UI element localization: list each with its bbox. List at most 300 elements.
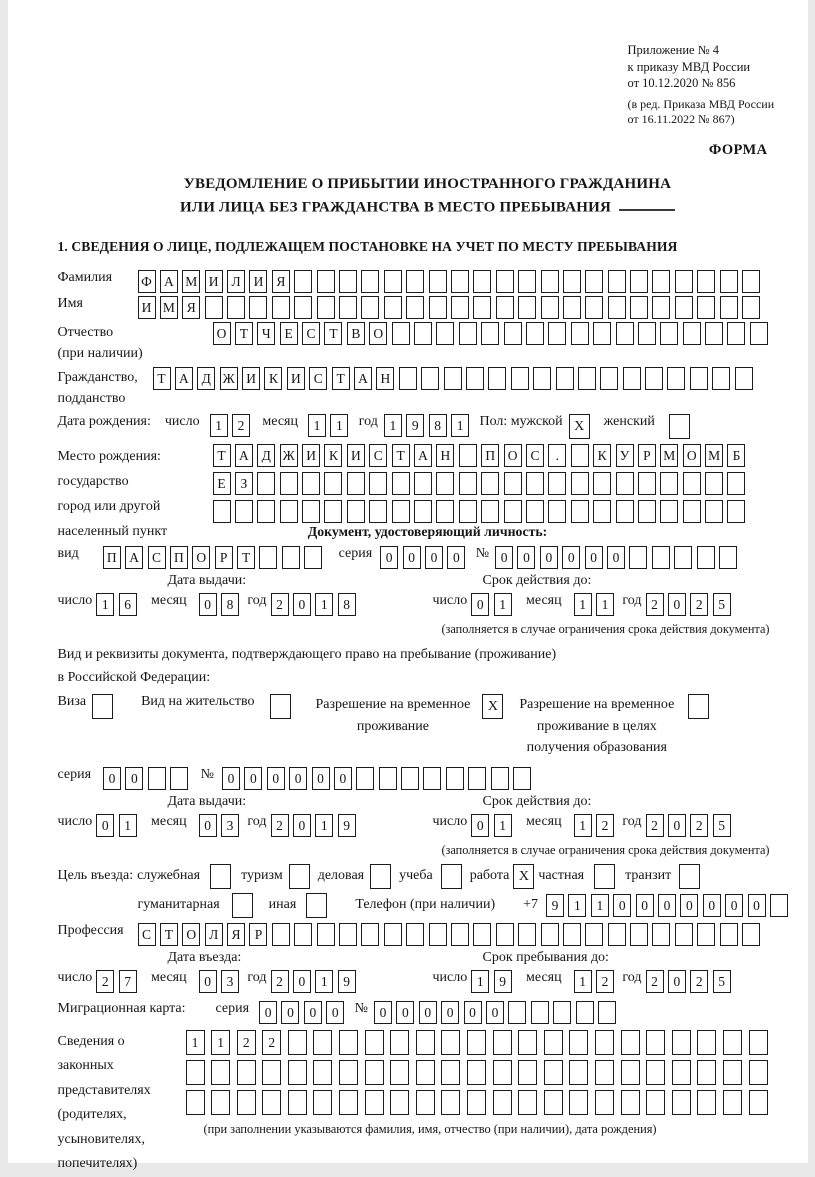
char-cell[interactable]	[548, 472, 566, 495]
char-cell[interactable]: 0	[289, 767, 307, 790]
char-cell[interactable]: 1	[596, 593, 614, 616]
char-cell[interactable]	[563, 270, 581, 293]
char-cell[interactable]: 3	[221, 970, 239, 993]
char-cell[interactable]: 0	[374, 1001, 392, 1024]
char-cell[interactable]	[623, 367, 641, 390]
char-cell[interactable]: 0	[96, 814, 114, 837]
char-cell[interactable]	[616, 322, 634, 345]
char-cell[interactable]	[313, 1030, 332, 1055]
visa-checkbox[interactable]	[92, 694, 113, 719]
char-cell[interactable]	[384, 923, 402, 946]
char-cell[interactable]: 0	[103, 767, 121, 790]
char-cell[interactable]: .	[548, 444, 566, 467]
char-cell[interactable]: 1	[315, 814, 333, 837]
char-cell[interactable]: 0	[613, 894, 631, 917]
char-cell[interactable]: И	[242, 367, 260, 390]
char-cell[interactable]	[379, 767, 397, 790]
char-cell[interactable]	[508, 1001, 526, 1024]
char-cell[interactable]: 2	[690, 814, 708, 837]
char-cell[interactable]: 0	[725, 894, 743, 917]
char-cell[interactable]	[493, 1060, 512, 1085]
char-cell[interactable]: И	[205, 270, 223, 293]
char-cell[interactable]: Ф	[138, 270, 156, 293]
char-cell[interactable]	[556, 367, 574, 390]
char-cell[interactable]: 9	[338, 814, 356, 837]
char-cell[interactable]	[652, 546, 670, 569]
char-cell[interactable]	[595, 1090, 614, 1115]
char-cell[interactable]	[675, 296, 693, 319]
char-cell[interactable]: 0	[668, 970, 686, 993]
char-cell[interactable]	[361, 923, 379, 946]
char-cell[interactable]	[697, 1090, 716, 1115]
char-cell[interactable]: С	[526, 444, 544, 467]
char-cell[interactable]: Д	[257, 444, 275, 467]
char-cell[interactable]	[585, 270, 603, 293]
char-cell[interactable]	[365, 1060, 384, 1085]
char-cell[interactable]: Р	[638, 444, 656, 467]
char-cell[interactable]: Т	[324, 322, 342, 345]
char-cell[interactable]	[339, 1030, 358, 1055]
sex-male-checkbox[interactable]: X	[569, 414, 590, 439]
char-cell[interactable]: 0	[267, 767, 285, 790]
char-cell[interactable]	[347, 472, 365, 495]
char-cell[interactable]	[399, 367, 417, 390]
char-cell[interactable]: 5	[713, 814, 731, 837]
char-cell[interactable]: 1	[308, 414, 326, 437]
char-cell[interactable]	[683, 472, 701, 495]
char-cell[interactable]	[459, 500, 477, 523]
char-cell[interactable]: 2	[262, 1030, 281, 1055]
char-cell[interactable]	[429, 296, 447, 319]
char-cell[interactable]	[211, 1060, 230, 1085]
char-cell[interactable]	[727, 472, 745, 495]
char-cell[interactable]	[660, 322, 678, 345]
char-cell[interactable]	[675, 270, 693, 293]
char-cell[interactable]	[513, 767, 531, 790]
char-cell[interactable]: М	[182, 270, 200, 293]
char-cell[interactable]: 2	[237, 1030, 256, 1055]
char-cell[interactable]	[496, 923, 514, 946]
char-cell[interactable]	[652, 923, 670, 946]
char-cell[interactable]	[544, 1090, 563, 1115]
char-cell[interactable]: А	[175, 367, 193, 390]
temp-permit-checkbox[interactable]: X	[482, 694, 503, 719]
char-cell[interactable]: О	[683, 444, 701, 467]
char-cell[interactable]	[257, 472, 275, 495]
char-cell[interactable]	[384, 270, 402, 293]
char-cell[interactable]: 1	[119, 814, 137, 837]
char-cell[interactable]: 9	[546, 894, 564, 917]
char-cell[interactable]: 0	[199, 814, 217, 837]
char-cell[interactable]: 0	[540, 546, 558, 569]
char-cell[interactable]	[436, 322, 454, 345]
char-cell[interactable]	[324, 500, 342, 523]
char-cell[interactable]: Н	[436, 444, 454, 467]
char-cell[interactable]	[719, 546, 737, 569]
char-cell[interactable]: 1	[211, 1030, 230, 1055]
char-cell[interactable]: 7	[119, 970, 137, 993]
char-cell[interactable]	[598, 1001, 616, 1024]
char-cell[interactable]: 1	[574, 593, 592, 616]
char-cell[interactable]: И	[138, 296, 156, 319]
char-cell[interactable]	[237, 1090, 256, 1115]
char-cell[interactable]	[705, 500, 723, 523]
char-cell[interactable]	[272, 296, 290, 319]
char-cell[interactable]: Л	[205, 923, 223, 946]
char-cell[interactable]	[294, 296, 312, 319]
char-cell[interactable]	[451, 270, 469, 293]
char-cell[interactable]: 8	[338, 593, 356, 616]
char-cell[interactable]	[205, 296, 223, 319]
char-cell[interactable]	[638, 322, 656, 345]
char-cell[interactable]: 0	[636, 894, 654, 917]
char-cell[interactable]	[262, 1060, 281, 1085]
char-cell[interactable]: С	[369, 444, 387, 467]
char-cell[interactable]	[697, 270, 715, 293]
char-cell[interactable]	[533, 367, 551, 390]
char-cell[interactable]: 1	[330, 414, 348, 437]
char-cell[interactable]	[423, 767, 441, 790]
char-cell[interactable]	[544, 1030, 563, 1055]
char-cell[interactable]	[249, 296, 267, 319]
char-cell[interactable]	[414, 322, 432, 345]
char-cell[interactable]	[705, 472, 723, 495]
char-cell[interactable]	[531, 1001, 549, 1024]
char-cell[interactable]: М	[705, 444, 723, 467]
char-cell[interactable]	[339, 923, 357, 946]
char-cell[interactable]	[392, 472, 410, 495]
char-cell[interactable]	[302, 472, 320, 495]
char-cell[interactable]	[742, 923, 760, 946]
char-cell[interactable]: 0	[199, 970, 217, 993]
char-cell[interactable]: П	[103, 546, 121, 569]
char-cell[interactable]	[416, 1030, 435, 1055]
char-cell[interactable]	[518, 296, 536, 319]
char-cell[interactable]: Т	[153, 367, 171, 390]
study-checkbox[interactable]	[441, 864, 462, 889]
char-cell[interactable]	[459, 444, 477, 467]
char-cell[interactable]	[645, 367, 663, 390]
char-cell[interactable]	[294, 270, 312, 293]
char-cell[interactable]: 0	[471, 814, 489, 837]
char-cell[interactable]	[593, 472, 611, 495]
char-cell[interactable]	[548, 322, 566, 345]
char-cell[interactable]	[667, 367, 685, 390]
char-cell[interactable]	[401, 767, 419, 790]
char-cell[interactable]: 0	[419, 1001, 437, 1024]
char-cell[interactable]	[526, 472, 544, 495]
char-cell[interactable]	[459, 472, 477, 495]
char-cell[interactable]: 1	[591, 894, 609, 917]
char-cell[interactable]	[488, 367, 506, 390]
char-cell[interactable]: О	[182, 923, 200, 946]
char-cell[interactable]: Р	[249, 923, 267, 946]
char-cell[interactable]	[288, 1030, 307, 1055]
char-cell[interactable]	[616, 500, 634, 523]
char-cell[interactable]: 0	[748, 894, 766, 917]
char-cell[interactable]	[646, 1060, 665, 1085]
char-cell[interactable]	[697, 1060, 716, 1085]
char-cell[interactable]: 2	[96, 970, 114, 993]
char-cell[interactable]: 1	[384, 414, 402, 437]
char-cell[interactable]: Н	[376, 367, 394, 390]
char-cell[interactable]	[683, 322, 701, 345]
char-cell[interactable]: 0	[312, 767, 330, 790]
char-cell[interactable]: Т	[213, 444, 231, 467]
char-cell[interactable]	[518, 1090, 537, 1115]
char-cell[interactable]	[414, 472, 432, 495]
char-cell[interactable]	[467, 1030, 486, 1055]
char-cell[interactable]	[511, 367, 529, 390]
char-cell[interactable]: Я	[227, 923, 245, 946]
char-cell[interactable]: 8	[221, 593, 239, 616]
char-cell[interactable]	[317, 923, 335, 946]
char-cell[interactable]: М	[660, 444, 678, 467]
char-cell[interactable]: 1	[568, 894, 586, 917]
char-cell[interactable]: 0	[425, 546, 443, 569]
char-cell[interactable]: М	[160, 296, 178, 319]
char-cell[interactable]: 0	[293, 814, 311, 837]
char-cell[interactable]: С	[148, 546, 166, 569]
char-cell[interactable]: К	[593, 444, 611, 467]
residence-permit-checkbox[interactable]	[270, 694, 291, 719]
char-cell[interactable]	[638, 500, 656, 523]
char-cell[interactable]: Е	[280, 322, 298, 345]
char-cell[interactable]: 0	[293, 593, 311, 616]
char-cell[interactable]: 0	[281, 1001, 299, 1024]
char-cell[interactable]: 2	[271, 814, 289, 837]
char-cell[interactable]: Ж	[280, 444, 298, 467]
char-cell[interactable]: Д	[197, 367, 215, 390]
char-cell[interactable]: 2	[646, 970, 664, 993]
char-cell[interactable]	[585, 296, 603, 319]
char-cell[interactable]: У	[616, 444, 634, 467]
char-cell[interactable]	[727, 500, 745, 523]
char-cell[interactable]	[227, 296, 245, 319]
char-cell[interactable]	[339, 296, 357, 319]
char-cell[interactable]: 0	[293, 970, 311, 993]
char-cell[interactable]: 0	[199, 593, 217, 616]
char-cell[interactable]: К	[324, 444, 342, 467]
char-cell[interactable]	[466, 367, 484, 390]
char-cell[interactable]	[672, 1090, 691, 1115]
business-checkbox[interactable]	[370, 864, 391, 889]
char-cell[interactable]	[416, 1060, 435, 1085]
char-cell[interactable]	[390, 1090, 409, 1115]
char-cell[interactable]: 1	[494, 814, 512, 837]
char-cell[interactable]	[712, 367, 730, 390]
char-cell[interactable]: 1	[315, 593, 333, 616]
char-cell[interactable]	[683, 500, 701, 523]
char-cell[interactable]: И	[347, 444, 365, 467]
char-cell[interactable]	[280, 472, 298, 495]
char-cell[interactable]	[467, 1090, 486, 1115]
char-cell[interactable]: Л	[227, 270, 245, 293]
char-cell[interactable]	[235, 500, 253, 523]
char-cell[interactable]: 9	[406, 414, 424, 437]
char-cell[interactable]: 2	[690, 593, 708, 616]
char-cell[interactable]	[608, 923, 626, 946]
char-cell[interactable]	[705, 322, 723, 345]
char-cell[interactable]	[621, 1090, 640, 1115]
char-cell[interactable]	[347, 500, 365, 523]
char-cell[interactable]	[392, 322, 410, 345]
char-cell[interactable]: 8	[429, 414, 447, 437]
char-cell[interactable]: 1	[315, 970, 333, 993]
private-checkbox[interactable]	[594, 864, 615, 889]
char-cell[interactable]	[576, 1001, 594, 1024]
char-cell[interactable]: Т	[237, 546, 255, 569]
char-cell[interactable]: С	[138, 923, 156, 946]
char-cell[interactable]: 1	[210, 414, 228, 437]
char-cell[interactable]	[504, 472, 522, 495]
char-cell[interactable]: 2	[596, 970, 614, 993]
char-cell[interactable]: Т	[235, 322, 253, 345]
char-cell[interactable]	[630, 923, 648, 946]
char-cell[interactable]	[459, 322, 477, 345]
char-cell[interactable]	[652, 296, 670, 319]
char-cell[interactable]: Я	[182, 296, 200, 319]
char-cell[interactable]	[390, 1060, 409, 1085]
char-cell[interactable]	[569, 1090, 588, 1115]
char-cell[interactable]	[672, 1030, 691, 1055]
char-cell[interactable]	[288, 1090, 307, 1115]
char-cell[interactable]: 2	[690, 970, 708, 993]
char-cell[interactable]: 2	[646, 814, 664, 837]
char-cell[interactable]	[616, 472, 634, 495]
char-cell[interactable]: 0	[668, 593, 686, 616]
char-cell[interactable]	[646, 1090, 665, 1115]
char-cell[interactable]	[553, 1001, 571, 1024]
char-cell[interactable]: 0	[403, 546, 421, 569]
char-cell[interactable]	[770, 894, 788, 917]
char-cell[interactable]: Ж	[220, 367, 238, 390]
char-cell[interactable]	[339, 270, 357, 293]
char-cell[interactable]	[257, 500, 275, 523]
char-cell[interactable]: 1	[186, 1030, 205, 1055]
char-cell[interactable]: Р	[215, 546, 233, 569]
char-cell[interactable]	[304, 546, 322, 569]
char-cell[interactable]: Ч	[257, 322, 275, 345]
char-cell[interactable]	[416, 1090, 435, 1115]
char-cell[interactable]	[468, 767, 486, 790]
char-cell[interactable]	[697, 1030, 716, 1055]
char-cell[interactable]	[481, 500, 499, 523]
work-checkbox[interactable]: X	[513, 864, 534, 889]
char-cell[interactable]	[629, 546, 647, 569]
char-cell[interactable]	[593, 322, 611, 345]
char-cell[interactable]	[630, 296, 648, 319]
char-cell[interactable]	[526, 322, 544, 345]
char-cell[interactable]	[491, 767, 509, 790]
char-cell[interactable]	[441, 1090, 460, 1115]
char-cell[interactable]	[608, 296, 626, 319]
char-cell[interactable]	[302, 500, 320, 523]
char-cell[interactable]	[186, 1060, 205, 1085]
char-cell[interactable]	[578, 367, 596, 390]
char-cell[interactable]: 5	[713, 593, 731, 616]
char-cell[interactable]	[473, 270, 491, 293]
char-cell[interactable]	[749, 1060, 768, 1085]
char-cell[interactable]	[211, 1090, 230, 1115]
char-cell[interactable]: 0	[680, 894, 698, 917]
char-cell[interactable]	[356, 767, 374, 790]
char-cell[interactable]	[720, 296, 738, 319]
char-cell[interactable]	[723, 1090, 742, 1115]
char-cell[interactable]	[569, 1030, 588, 1055]
char-cell[interactable]	[526, 500, 544, 523]
char-cell[interactable]	[585, 923, 603, 946]
char-cell[interactable]: 2	[271, 593, 289, 616]
char-cell[interactable]: 0	[517, 546, 535, 569]
char-cell[interactable]	[563, 296, 581, 319]
char-cell[interactable]: И	[287, 367, 305, 390]
char-cell[interactable]	[288, 1060, 307, 1085]
char-cell[interactable]	[563, 923, 581, 946]
char-cell[interactable]	[518, 1030, 537, 1055]
humanitarian-checkbox[interactable]	[232, 893, 253, 918]
char-cell[interactable]	[467, 1060, 486, 1085]
char-cell[interactable]	[369, 472, 387, 495]
char-cell[interactable]	[361, 270, 379, 293]
char-cell[interactable]	[414, 500, 432, 523]
char-cell[interactable]: С	[302, 322, 320, 345]
char-cell[interactable]	[436, 500, 454, 523]
char-cell[interactable]: 0	[447, 546, 465, 569]
char-cell[interactable]: 1	[471, 970, 489, 993]
char-cell[interactable]: 1	[96, 593, 114, 616]
char-cell[interactable]	[451, 923, 469, 946]
char-cell[interactable]	[493, 1090, 512, 1115]
char-cell[interactable]	[749, 1030, 768, 1055]
char-cell[interactable]	[544, 1060, 563, 1085]
char-cell[interactable]	[436, 472, 454, 495]
char-cell[interactable]	[444, 367, 462, 390]
char-cell[interactable]	[518, 1060, 537, 1085]
char-cell[interactable]	[630, 270, 648, 293]
char-cell[interactable]: А	[414, 444, 432, 467]
char-cell[interactable]	[148, 767, 166, 790]
char-cell[interactable]	[672, 1060, 691, 1085]
char-cell[interactable]: 0	[326, 1001, 344, 1024]
char-cell[interactable]	[595, 1060, 614, 1085]
char-cell[interactable]	[723, 1030, 742, 1055]
char-cell[interactable]	[186, 1090, 205, 1115]
char-cell[interactable]: О	[213, 322, 231, 345]
char-cell[interactable]	[259, 546, 277, 569]
char-cell[interactable]	[324, 472, 342, 495]
char-cell[interactable]	[421, 367, 439, 390]
char-cell[interactable]: 1	[574, 814, 592, 837]
char-cell[interactable]: 9	[338, 970, 356, 993]
char-cell[interactable]: 5	[713, 970, 731, 993]
official-checkbox[interactable]	[210, 864, 231, 889]
char-cell[interactable]: 0	[658, 894, 676, 917]
char-cell[interactable]: 0	[441, 1001, 459, 1024]
char-cell[interactable]	[392, 500, 410, 523]
char-cell[interactable]: 0	[668, 814, 686, 837]
char-cell[interactable]: 6	[119, 593, 137, 616]
char-cell[interactable]: 0	[562, 546, 580, 569]
char-cell[interactable]	[237, 1060, 256, 1085]
char-cell[interactable]	[697, 546, 715, 569]
char-cell[interactable]	[571, 322, 589, 345]
char-cell[interactable]	[593, 500, 611, 523]
char-cell[interactable]	[720, 270, 738, 293]
char-cell[interactable]	[213, 500, 231, 523]
char-cell[interactable]	[441, 1060, 460, 1085]
char-cell[interactable]: Т	[392, 444, 410, 467]
